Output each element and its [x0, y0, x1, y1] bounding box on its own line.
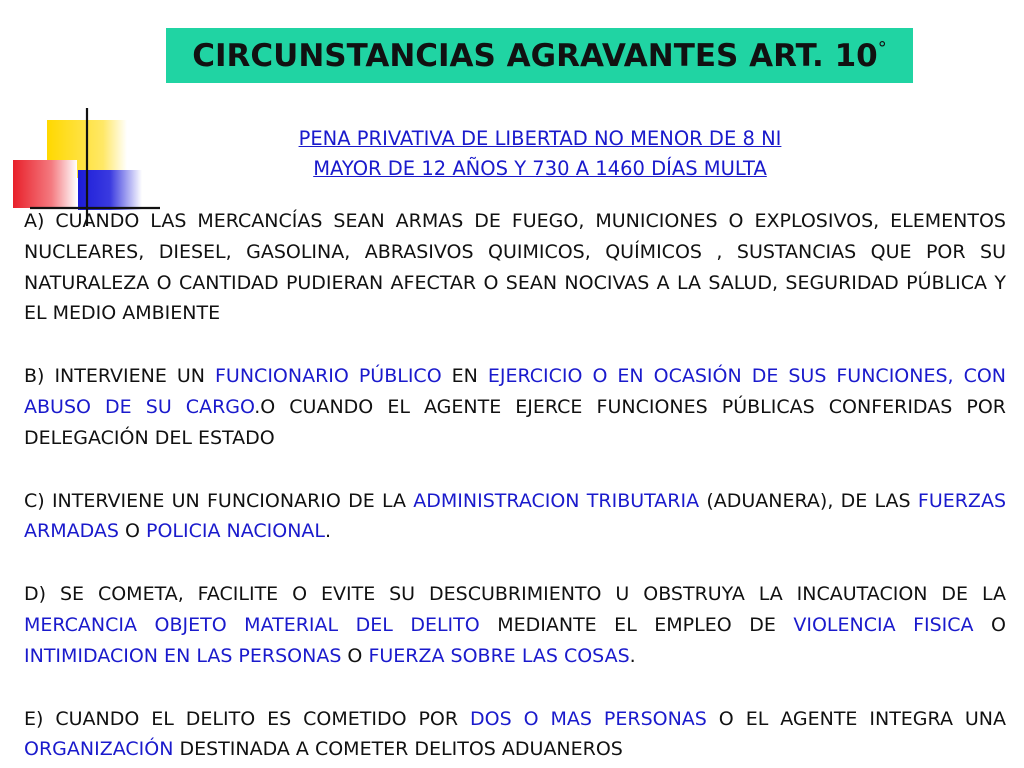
paragraph-b-text-1: B) INTERVIENE UN	[24, 365, 215, 388]
paragraph-c	[24, 486, 1006, 548]
paragraph-b-highlight-2: EJERCICIO O EN OCASIÓN DE SUS FUNCIONES, CON ABUSO DE SU CARGO	[24, 365, 1007, 418]
aggravating-circumstances-list	[24, 206, 1006, 765]
paragraph-a-text: A) CUANDO LAS MERCANCÍAS SEAN ARMAS DE FUEGO, MUNICIONES O EXPLOSIVOS, ELEMENTOS NUCLEARES, DIESEL, GASOLINA, ABRASIVOS QUIMICOS, QUÍMICOS , SUSTANCIAS QUE POR SU NATURALEZA O CANTIDAD PUDIERAN AFECTAR O SEAN NOCIVAS A LA SALUD, SEGURIDAD PÚBLICA Y EL MEDIO AMBIENTE	[24, 210, 1006, 325]
paragraph-c-text-3: O	[118, 520, 146, 543]
subtitle-line-1: PENA PRIVATIVA DE LIBERTAD NO MENOR DE 8 NI	[298, 127, 782, 150]
paragraph-d-highlight-3: INTIMIDACION EN LAS PERSONAS	[24, 644, 342, 667]
paragraph-e-text-3: DESTINADA A COMETER DELITOS ADUANEROS	[173, 738, 623, 761]
deco-red-square	[13, 160, 77, 208]
slide-title	[192, 38, 887, 74]
paragraph-d-highlight-4: FUERZA SOBRE LAS COSAS	[368, 644, 630, 667]
paragraph-c-text-2: (ADUANERA), DE LAS	[699, 489, 918, 512]
paragraph-d-highlight-2: VIOLENCIA FISICA	[793, 613, 974, 636]
paragraph-d-text-5: .	[629, 644, 636, 667]
paragraph-b-text-2: EN	[441, 365, 488, 388]
paragraph-d-text-2: MEDIANTE EL EMPLEO DE	[479, 613, 794, 636]
paragraph-d-highlight-1: MERCANCIA OBJETO MATERIAL DEL DELITO	[24, 613, 480, 636]
paragraph-c-highlight-3: POLICIA NACIONAL	[146, 520, 326, 543]
title-degree-sign: °	[877, 37, 887, 59]
paragraph-e-text-2: O EL AGENTE INTEGRA UNA	[706, 707, 1007, 730]
paragraph-a	[24, 206, 1006, 329]
paragraph-b-highlight-1: FUNCIONARIO PÚBLICO	[215, 365, 442, 388]
paragraph-d-text-3: O	[973, 613, 1007, 636]
penalty-subtitle	[240, 124, 840, 184]
paragraph-d	[24, 579, 1006, 671]
paragraph-d-text-4: O	[341, 644, 369, 667]
paragraph-e-highlight-1: DOS O MAS PERSONAS	[470, 707, 707, 730]
title-banner	[166, 28, 913, 83]
paragraph-b-text-3: .O CUANDO EL AGENTE EJERCE FUNCIONES PÚBLICAS CONFERIDAS POR DELEGACIÓN DEL ESTADO	[24, 395, 1006, 449]
paragraph-e-text-1: E) CUANDO EL DELITO ES COMETIDO POR	[24, 707, 471, 730]
paragraph-e	[24, 704, 1006, 766]
paragraph-e-highlight-2: ORGANIZACIÓN	[24, 738, 174, 761]
paragraph-c-text-1: C) INTERVIENE UN FUNCIONARIO DE LA	[24, 489, 414, 512]
paragraph-c-text-4: .	[325, 520, 332, 543]
paragraph-c-highlight-2: FUERZAS ARMADAS	[24, 489, 1007, 543]
paragraph-d-text-1: D) SE COMETA, FACILITE O EVITE SU DESCUBRIMIENTO U OBSTRUYA LA INCAUTACION DE LA	[24, 583, 1006, 606]
paragraph-c-highlight-1: ADMINISTRACION TRIBUTARIA	[413, 489, 700, 512]
paragraph-b	[24, 361, 1006, 453]
decorative-squares-graphic	[0, 0, 160, 240]
subtitle-line-2: MAYOR DE 12 AÑOS Y 730 A 1460 DÍAS MULTA	[313, 157, 767, 180]
slide-title-text: CIRCUNSTANCIAS AGRAVANTES ART. 10	[192, 37, 878, 74]
